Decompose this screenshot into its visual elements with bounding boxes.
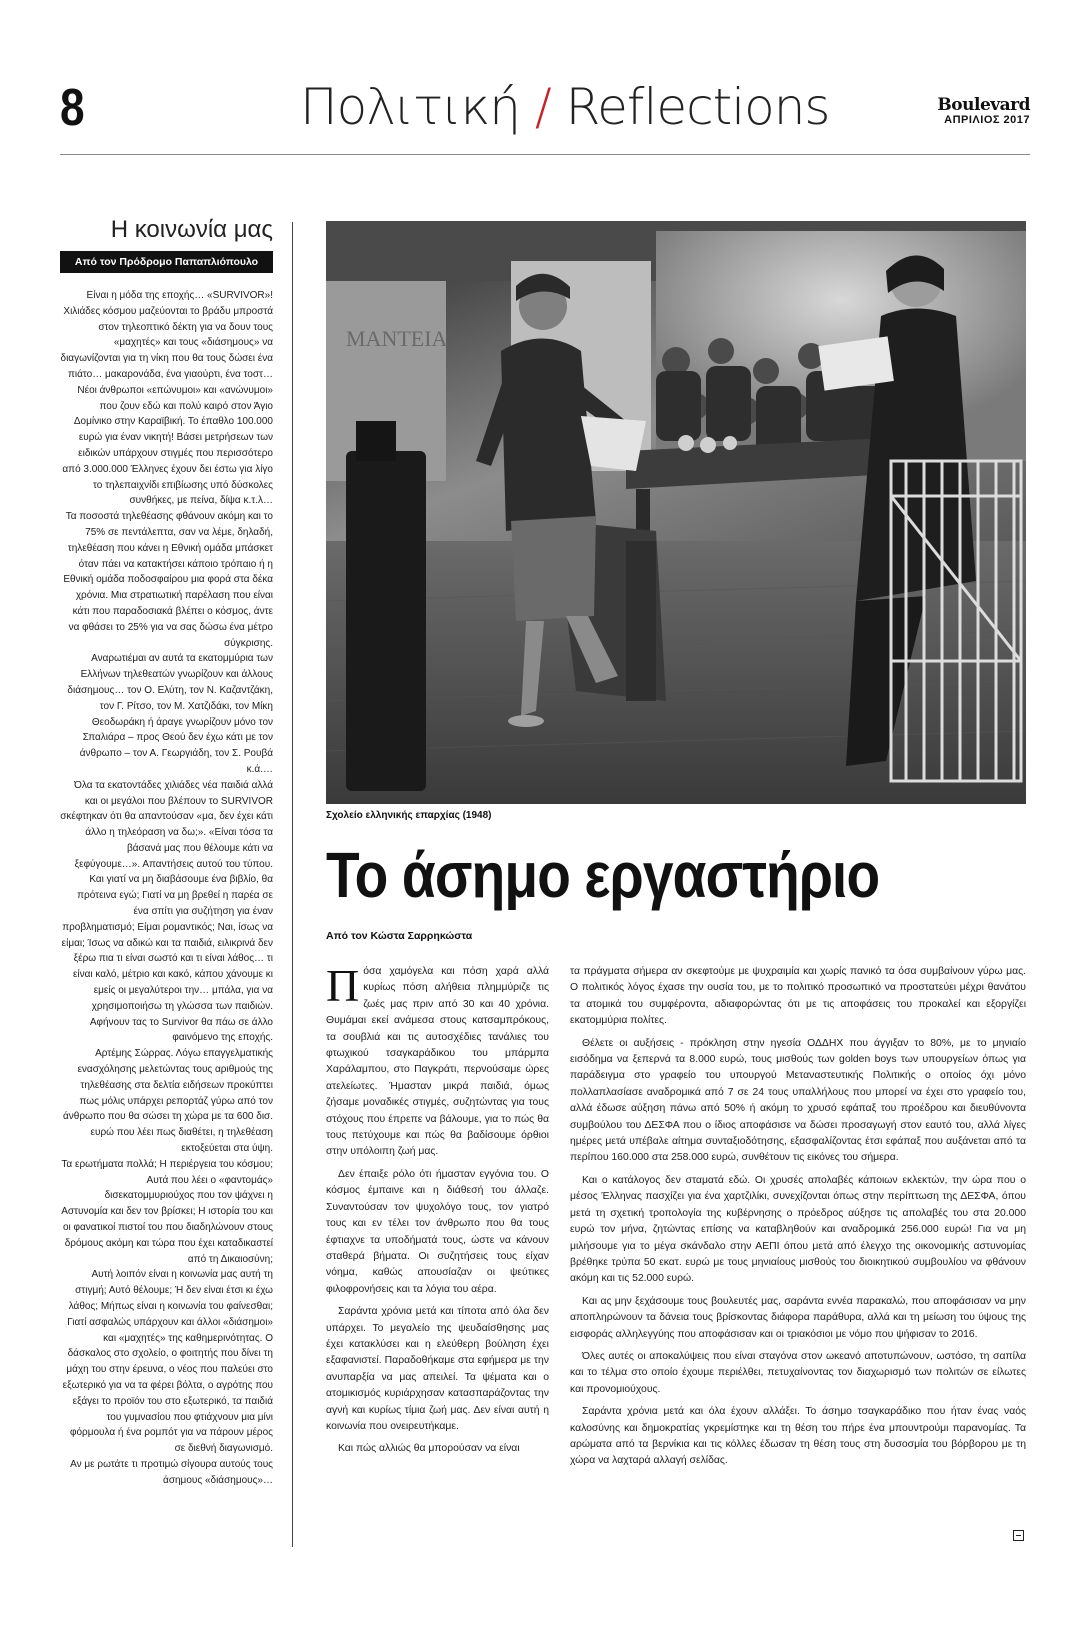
article-paragraph [326,960,549,1161]
sidebar-paragraph: Είναι η μόδα της εποχής… «SURVIVOR»! Χιλιάδες κόσμου μαζεύονται το βράδυ μπροστά στον τηλεοπτικό δέκτη για να δουν τους «μαχητές» και τους «διάσημους» να διαγωνίζονται για τη νίκη που θα τους δώσει ένα πιάτο… μακαρονάδα, ένα γιαούρτι, ένα τοστ… [60,290,273,380]
article-paragraph: Δεν έπαιξε ρόλο ότι ήμασταν εγγόνια του. Ο κόσμος έμπαινε και η διάθεσή του άλλαζε. Συναντούσαν τον ψυχολόγο τους, τον γιατρό τους και εν τέλει τον άνθρωπο που θα τους έφτιαχνε τα υποδήματά τους, ώστε να κάνουν σταθερά βήματα. Οι συζητήσεις τους είχαν νόημα, καθώς απουσίαζαν οι ψεύτικες φιλοφρονήσεις και τα λόγια του αέρα. [326,1168,549,1295]
sidebar-paragraph: Όλα τα εκατοντάδες χιλιάδες νέα παιδιά αλλά και οι μεγάλοι που βλέπουν το SURVIVOR σκέφτηκαν ότι θα απαντούσαν «μα, δεν έχει κάτι άλλο η τηλεόραση να δω;». «Είναι τόσα τα βάσανά μας που θέλουμε κάτι να ξεφύγουμε…». Απαντήσεις αυτού του τύπου. Και γιατί να μη διαβάσουμε ένα βιβλίο, θα πρότεινα εγώ; Γιατί να μη βρεθεί η παρέα σε ένα σπίτι για συζήτηση για έναν προβληματισμό; Είμαι ρομαντικός; Ναι, ίσως να είμαι; Ίσως να αδικώ και τα παιδιά, ειλικρινά δεν ξέρω πια τι είναι σωστό και τι είναι λάθος… τι είναι καλό, μέτριο και κακό, κάπου χάνουμε κι εμείς οι μεγαλύτεροι την… μπάλα, για να χρησιμοποιήσω τη γλώσσα των παιδιών. [60,779,273,1012]
article-paragraph: τα πράγματα σήμερα αν σκεφτούμε με ψυχραιμία και χωρίς πανικό τα όσα συμβαίνουν γύρω μας. Ο πολιτικός λόγος έχασε την ουσία του, με το πολιτικό προσωπικό να προστατεύει μέχρι θανάτου τα ατομικά του συμφέροντα, αδιαφορώντας ότι με τις αποφάσεις του προκαλεί και εξοργίζει εκατομμύρια πολίτες. [570,966,1026,1027]
sidebar-paragraph: Αναρωτιέμαι αν αυτά τα εκατομμύρια των Ελλήνων τηλεθεατών γνωρίζουν και άλλους διάσημους… τον Ο. Ελύτη, τον Ν. Καζαντζάκη, τον Γ. Ρίτσο, τον Μ. Χατζιδάκι, τον Μίκη Θεοδωράκη ή άραγε γνωρίζουν μόνο τον Σπαλιάρα – προς Θεού δεν έχω κάτι με τον άνθρωπο – τον Α. Γεωργιάδη, τον Σ. Ρουβά κ.ά.… [67,653,273,775]
sidebar-column [60,215,273,1489]
sidebar-paragraph: Αυτή λοιπόν είναι η κοινωνία μας αυτή τη στιγμή; Αυτό θέλουμε; Ή δεν είναι έτσι κι έχω λάθος; Μήπως είναι η κοινωνία του φαίνεσθαι; Γιατί ασφαλώς υπάρχουν και άλλοι «διάσημοι» και «μαχητές» της καθημερινότητας. Ο δάσκαλος στο σχολείο, ο φοιτητής που δίνει τη μάχη του στην έρευνα, ο νέος που παλεύει στο εξωτερικό για να τα φέρει βόλτα, ο αγρότης που εξάγει το προϊόν του στο εξωτερικό, τα παιδιά του γυμνασίου που φτιάχνουν μια μίνι φόρμουλα ή ένα ρομπότ για να πάρουν μέρος σε διεθνή διαγωνισμό. [62,1269,273,1455]
sidebar-paragraph: Αν με ρωτάτε τι προτιμώ σίγουρα αυτούς τους άσημους «διάσημους»… [70,1458,273,1486]
drop-cap: Π [326,960,360,1011]
article-paragraph: Και ο κατάλογος δεν σταματά εδώ. Οι χρυσές απολαβές κάποιων εκλεκτών, την ώρα που ο μέσος Έλληνας πασχίζει για ένα χαρτζιλίκι, συνεχίζονται όπως στην περίπτωση της ΔΕΣΦΑ, όπου μετά τη σχετική τροπολογία της κυβέρνησης ο πρόεδρος αύξησε τις απολαβές του στα 20.000 ευρώ τον μήνα, ζητώντας επίσης να καταβληθούν και αναδρομικά 256.000 ευρώ! Για να μη μιλήσουμε για το μέγα σκάνδαλο στην ΑΕΠΙ όπου μετά από έλεγχο της οικονομικής αστυνομίας βρέθηκε τρύπα 50 εκατ. ευρώ με τους μηνιαίους μισθούς του διοικητικού συμβουλίου να φθάνουν ακόμη και τις 52.000 ευρώ. [570,1174,1026,1285]
publication-brand [937,96,1030,127]
sidebar-paragraph: Τα ποσοστά τηλεθέασης φθάνουν ακόμη και το 75% σε πεντάλεπτα, σαν να λέμε, δηλαδή, τηλεθέαση που κάνει η Εθνική ομάδα μπάσκετ όταν πάει να κατακτήσει κάποιο τρόπαιο ή η Εθνική ομάδα ποδοσφαίρου μια φορά στα δέκα χρόνια. Μια στρατιωτική παρέλαση που είναι κάτι που παραδοσιακά βλέπει ο κόσμος, άντε να φθάσει το 25% για να σας δώσω ένα μέτρο σύγκρισης. [63,511,273,649]
article-headline: Το άσημο εργαστήριο [326,839,880,911]
section-title-left: Πολιτική [300,78,520,136]
classroom-photo [326,221,1026,804]
article-column-2 [570,964,1026,1476]
section-title-slash: / [534,78,551,136]
sidebar-paragraph: Αρτέμης Σώρρας. Λόγω επαγγελματικής ενασχόλησης μελετώντας τους αριθμούς της τηλεθέασης στα δελτία ειδήσεων προκύπτει πως μόλις υπάρχει ρεπορτάζ γύρω από τον άνθρωπο που θα σώσει τη χώρα με τα 600 δισ. ευρώ που λέει πως διαθέτει, η τηλεθέαση εκτοξεύεται στα ύψη. [63,1048,273,1155]
sidebar-paragraph: Νέοι άνθρωποι «επώνυμοι» και «ανώνυμοι» που ζουν εδώ και πολύ καιρό στον Άγιο Δομίνικο στην Καραϊβική. Το έπαθλο 100.000 ευρώ για έναν νικητή! Βάσει μετρήσεων των ειδικών υπάρχουν στιγμές που περισσότερο από 3.000.000 Έλληνες έχουν δει έστω για λίγο το τηλεπαιχνίδι επιβίωσης υπό δύσκολες συνθήκες, με πείνα, δίψα κ.τ.λ… [62,384,273,507]
article-paragraph-text: όσα χαμόγελα και πόση χαρά αλλά κυρίως πόση αλήθεια πλημμύριζε τις ζωές μας πριν από 30 και 40 χρόνια. Θυμάμαι εκεί ανάμεσα στους κατσαμπρόκους, τα σουβλιά και τις αυτοσχέδιες τανάλιες του φτωχικού τσαγκαράδικου του μπάρμπα Χαράλαμπου, στο Παγκράτι, περνούσαμε ώρες ατελείωτες. Ήμασταν μικρά παιδιά, όμως ζήσαμε μοναδικές στιγμές, συζητώντας για τους στόχους που έπρεπε να βάλουμε, για το πώς θα τους πετύχουμε και πώς θα βαδίσουμε όρθιοι στην υπόλοιπη ζωή μας. [326,966,549,1158]
sidebar-author-bar: Από τον Πρόδρομο Παπαπλιόπουλο [60,251,273,273]
article-paragraph: Σαράντα χρόνια μετά και όλα έχουν αλλάξει. Το άσημο τσαγκαράδικο που ήταν ένας ναός καλοσύνης και δημοκρατίας γκρεμίστηκε και τη θέση του πήρε ένα μπουντρούμι παρανομίας. Τα αρώματα από τα βερνίκια και τις κόλλες έδωσαν τη θέση τους στη δυσοσμία του βόρβορου με τη χώρα να λαχταρά αλλαγή σελίδας. [570,1406,1026,1467]
article-end-icon [1013,1530,1024,1541]
article-paragraph: Και πώς αλλιώς θα μπορούσαν να είναι [338,1443,520,1455]
issue-date: ΑΠΡΙΛΙΟΣ 2017 [944,114,1030,126]
article-paragraph: Σαράντα χρόνια μετά και τίποτα από όλα δεν υπάρχει. Το μεγαλείο της ψευδαίσθησης μας έχει κατακλύσει και η ελεύθερη βούληση έχει εξαφανιστεί. Παραδοθήκαμε στα εφήμερα με την ανυπαρξία να μας απειλεί. Τα ψέματα και ο ατομικισμός κυριάρχησαν κατασπαράζοντας την αγνή και κυρίως τίμια ζωή μας. Δεν είναι αυτή η κοινωνία που ονειρευτήκαμε. [326,1306,549,1432]
sidebar-title: Η κοινωνία μας [110,216,273,243]
section-title-right: Reflections [565,78,830,136]
sidebar-paragraph: Αφήνουν τας το Survivor θα πάω σε άλλο φαινόμενο της εποχής. [89,1016,273,1044]
column-divider [292,222,293,1547]
publication-logo: Boulevard [937,95,1030,115]
article-column-1 [326,960,549,1464]
wall-inscription: ΜΑΝΤΕΙΑ [346,326,448,351]
page-number: 8 [60,79,85,137]
sidebar-body [60,288,273,1489]
sidebar-paragraph: Τα ερωτήματα πολλά; Η περιέργεια του κόσμου; Αυτά που λέει ο «φαντομάς» δισεκατομμυριούχος που τον ψάχνει η Αστυνομία και δεν τον βρίσκει; Η ιστορία του και οι φανατικοί πιστοί του που διαδηλώνουν στους δρόμους ακόμη και τώρα που έχει καταδικαστεί από τη Δικαιοσύνη; [61,1158,273,1265]
photo-caption: Σχολείο ελληνικής επαρχίας (1948) [326,810,492,821]
article-paragraph: Όλες αυτές οι αποκαλύψεις που είναι σταγόνα στον ωκεανό αποτυπώνουν, ωστόσο, τη σαπίλα και το τέλμα στο οποίο έχουμε περιέλθει, πετυχαίνοντας τον διαχωρισμό των πολιτών σε είλωτες και προνομιούχους. [570,1350,1026,1395]
article-paragraph: Θέλετε οι αυξήσεις - πρόκληση στην ηγεσία ΟΔΔΗΧ που άγγιξαν το 80%, με το μηνιαίο εισόδημα να ξεπερνά τα 8.000 ευρώ, τους μισθούς των golden boys των υπουργείων όπως για παράδειγμα στο γραφείο του υπουργού Μεταναστευτικής Πολιτικής ο οποίος όχι μόνο πολλαπλασίασε αναδρομικά από 7 σε 24 τους υπαλλήλους που μπορεί να έχει στο γραφείο του, αλλά έδωσε αύξηση πάνω από 50% ή ακόμη το χρυσό εφάπαξ του προέδρου και διευθύνοντα συμβούλου του ΔΕΣΦΑ που ο ίδιος αποφάσισε να δώσει προσαγωγή στον εαυτό του, αλλά λίγες ημέρες μετά υπέβαλε αίτημα συνταξιοδότησης, εξασφαλίζοντας έτσι εφάπαξ που αυξάνεται από τα περίπου 160.000 στα 258.000 ευρώ, συνθέτουν τις εικόνες του σήμερα. [570,1037,1026,1164]
header-divider [60,154,1030,155]
article-paragraph: Και ας μην ξεχάσουμε τους βουλευτές μας, σαράντα εννέα παρακαλώ, που αποφάσισαν να μην αποπληρώνουν τα δάνεια τους βρίσκοντας διάφορα παράθυρα, αλλά και τη μείωση του ύψους της εισφοράς αλληλεγγύης που αποφάσισαν και οι τριακόσιοι με νόμο που ψήφισαν το 2016. [570,1295,1026,1340]
section-title [300,78,830,136]
article-byline: Από τον Κώστα Σαρρηκώστα [326,930,473,942]
page-header [60,78,1030,148]
